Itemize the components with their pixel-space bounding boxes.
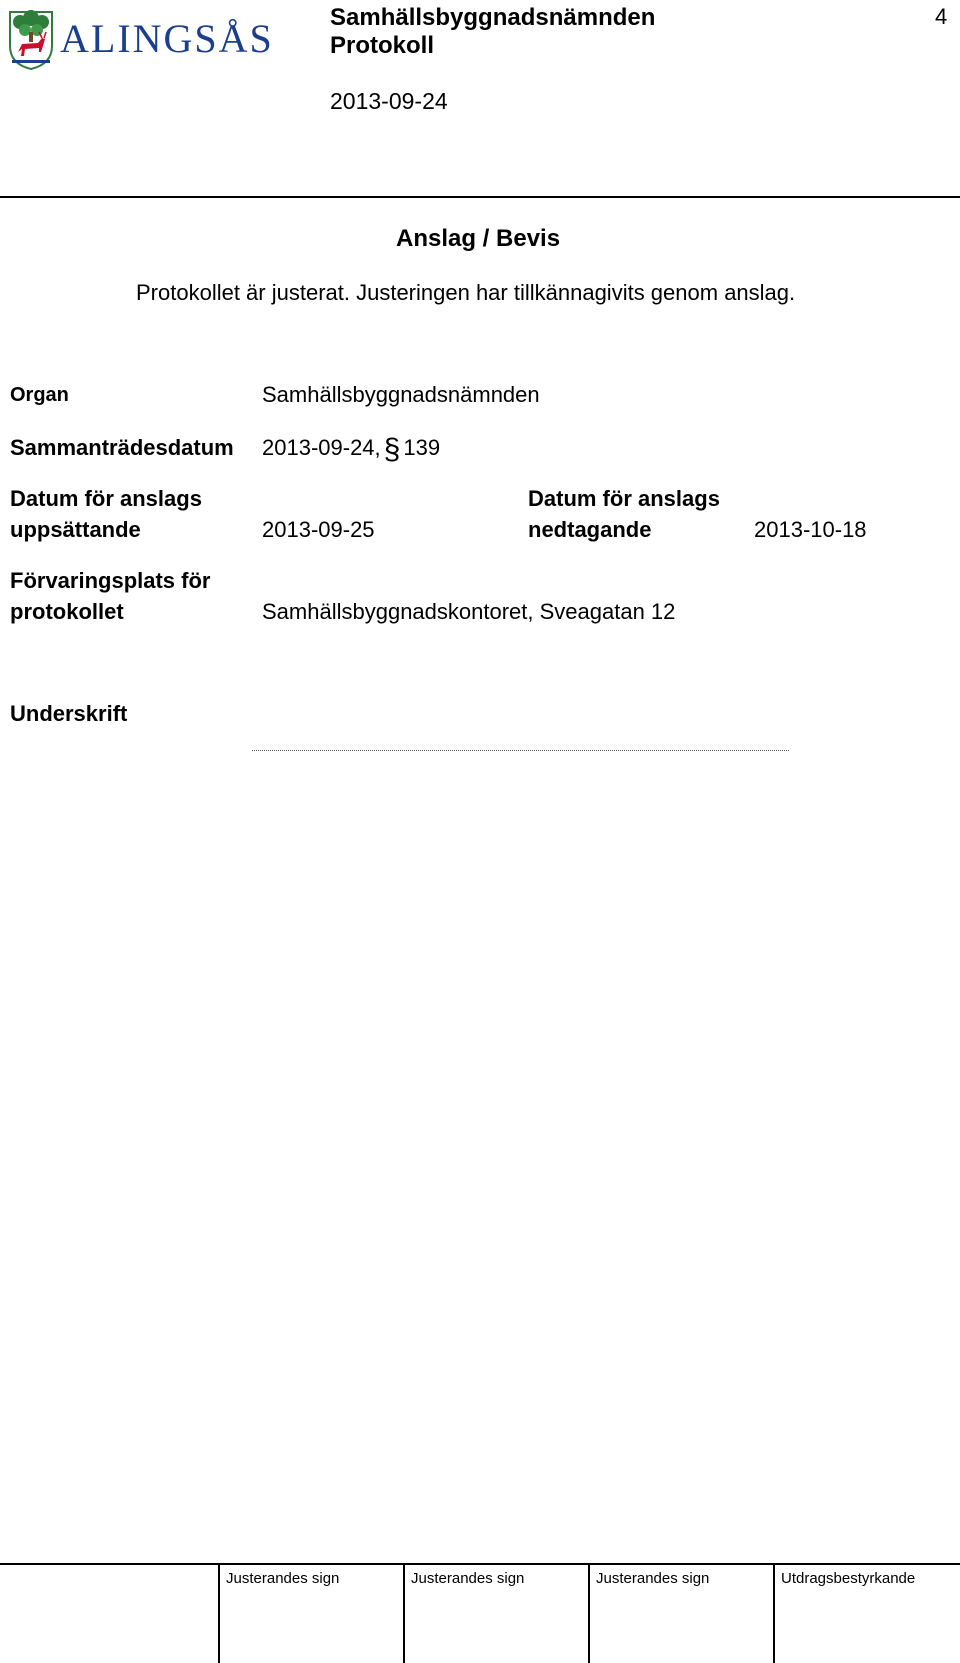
logo-wordmark: ALINGSÅS [60,16,274,61]
removal-date-label-line-2: nedtagande [528,517,652,542]
posting-date-value: 2013-09-25 [262,517,375,542]
storage-location-label-line-1: Förvaringsplats för [10,568,211,593]
footer-cell-adjuster-sign-3: Justerandes sign [596,1570,710,1587]
removal-date-label-line-1: Datum för anslags [528,486,720,511]
posting-date-label [10,483,202,545]
signature-line [252,750,789,751]
posting-date-label-line-2: uppsättande [10,517,141,542]
storage-location-value: Samhällsbyggnadskontoret, Sveagatan 12 [262,599,676,624]
organ-value: Samhällsbyggnadsnämnden [262,382,540,407]
footer-cell-extract-certification: Utdragsbestyrkande [781,1570,916,1587]
notice-intro: Protokollet är justerat. Justeringen har tillkännagivits genom anslag. [136,280,796,305]
footer-cell-divider [773,1564,775,1663]
posting-date-label-line-1: Datum för anslags [10,486,202,511]
footer-cell-adjuster-sign-1: Justerandes sign [226,1570,340,1587]
footer-cell-divider [588,1564,590,1663]
page-number: 4 [935,4,948,29]
committee-name: Samhällsbyggnadsnämnden [330,4,656,31]
signature-label: Underskrift [10,701,128,726]
document-type: Protokoll [330,32,435,59]
municipality-logo [8,8,298,70]
footer-divider [0,1563,960,1565]
paragraph-symbol: § [383,433,401,466]
storage-location-label-line-2: protokollet [10,599,124,624]
document-date: 2013-09-24 [330,88,448,114]
header-divider [0,196,960,198]
meeting-date-value [262,432,441,466]
organ-label: Organ [10,384,69,406]
removal-date-label [528,483,720,545]
notice-title: Anslag / Bevis [396,225,561,252]
meeting-date-label: Sammanträdesdatum [10,435,234,460]
footer-cell-adjuster-sign-2: Justerandes sign [411,1570,525,1587]
footer-cell-divider [218,1564,220,1663]
footer-cell-divider [403,1564,405,1663]
coat-of-arms-icon [8,8,298,70]
storage-location-label [10,565,210,627]
paragraph-number: 139 [403,435,441,460]
removal-date-value: 2013-10-18 [754,517,867,542]
meeting-date: 2013-09-24, [262,435,381,460]
